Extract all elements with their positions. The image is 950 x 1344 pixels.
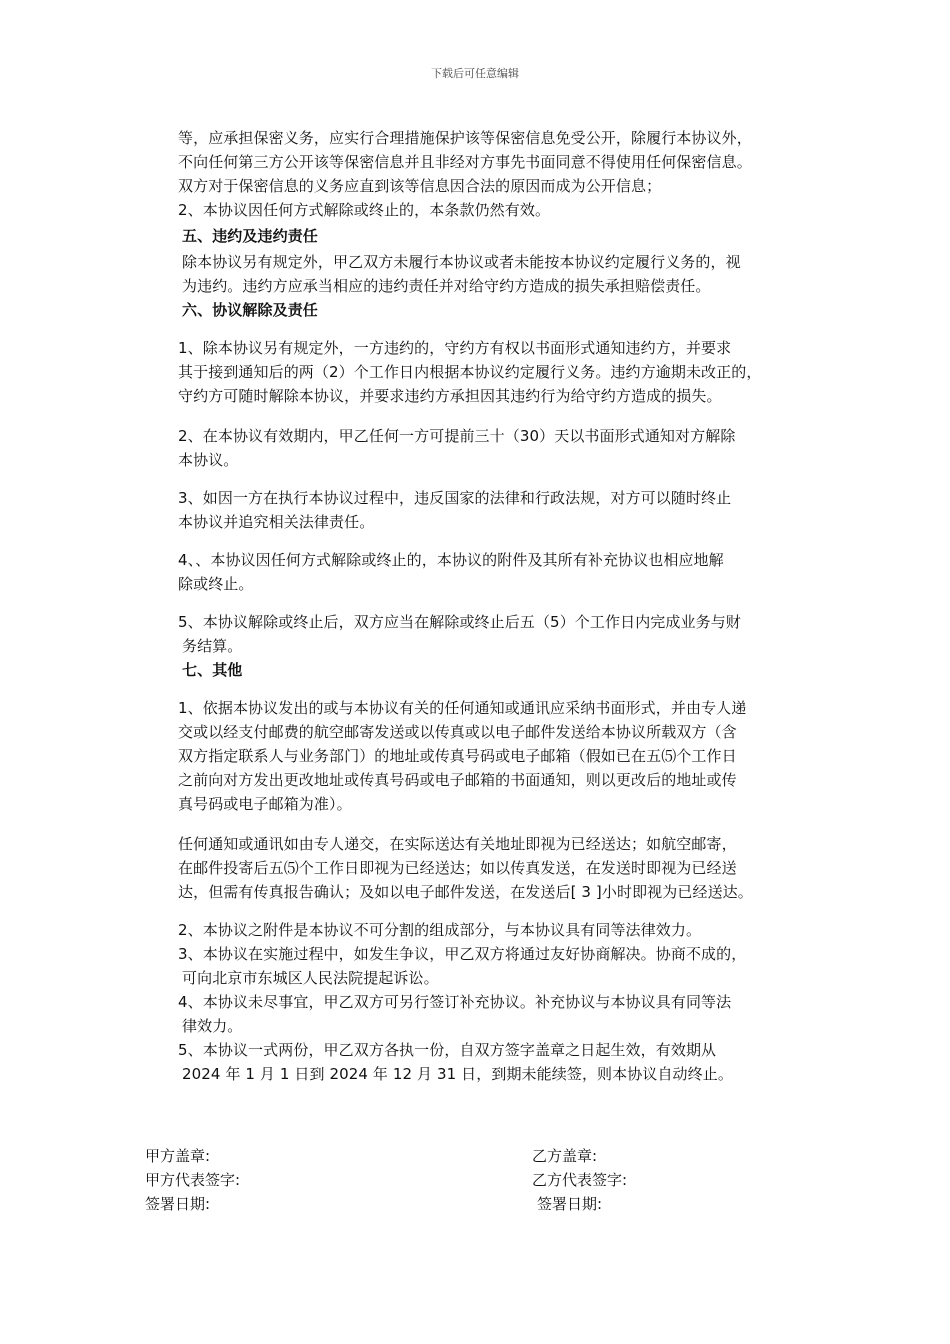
body-line: 5、本协议一式两份，甲乙双方各执一份，自双方签字盖章之日起生效，有效期从 — [178, 1041, 717, 1059]
body-line: 除本协议另有规定外，甲乙双方未履行本协议或者未能按本协议约定履行义务的，视 — [182, 253, 741, 271]
party-a-date-label: 签署日期: — [145, 1195, 211, 1213]
party-a-seal-label: 甲方盖章: — [145, 1147, 211, 1165]
body-line: 除或终止。 — [178, 575, 254, 593]
body-line: 1、依据本协议发出的或与本协议有关的任何通知或通讯应采纳书面形式，并由专人递 — [178, 699, 747, 717]
section-heading: 五、违约及违约责任 — [182, 227, 318, 245]
body-line: 达，但需有传真报告确认；及如以电子邮件发送，在发送后[ 3 ]小时即视为已经送达。 — [178, 883, 753, 901]
body-line: 真号码或电子邮箱为准）。 — [178, 795, 352, 813]
section-heading: 六、协议解除及责任 — [182, 301, 318, 319]
body-line: 不向任何第三方公开该等保密信息并且非经对方事先书面同意不得使用任何保密信息。 — [178, 153, 752, 171]
body-line: 5、本协议解除或终止后，双方应当在解除或终止后五（5）个工作日内完成业务与财 — [178, 613, 741, 631]
section-heading: 七、其他 — [182, 661, 243, 679]
body-line: 1、除本协议另有规定外，一方违约的，守约方有权以书面形式通知违约方，并要求 — [178, 339, 732, 357]
party-b-date-label: 签署日期: — [537, 1195, 603, 1213]
party-b-seal-label: 乙方盖章: — [532, 1147, 598, 1165]
body-line: 2、本协议因任何方式解除或终止的，本条款仍然有效。 — [178, 201, 551, 219]
page-header: 下载后可任意编辑 — [431, 67, 519, 80]
party-a-rep-label: 甲方代表签字: — [145, 1171, 241, 1189]
body-line: 律效力。 — [182, 1017, 243, 1035]
body-line: 为违约。违约方应承当相应的违约责任并对给守约方造成的损失承担赔偿责任。 — [182, 277, 711, 295]
body-line: 3、本协议在实施过程中，如发生争议，甲乙双方将通过友好协商解决。协商不成的， — [178, 945, 747, 963]
body-line: 在邮件投寄后五⑸个工作日即视为已经送达；如以传真发送，在发送时即视为已经送 — [178, 859, 737, 877]
body-line: 2、在本协议有效期内，甲乙任何一方可提前三十（30）天以书面形式通知对方解除 — [178, 427, 736, 445]
body-line: 2024 年 1 月 1 日到 2024 年 12 月 31 日，到期未能续签，则本协议自动终止。 — [182, 1065, 733, 1083]
body-line: 可向北京市东城区人民法院提起诉讼。 — [182, 969, 439, 987]
body-line: 4、本协议未尽事宜，甲乙双方可另行签订补充协议。补充协议与本协议具有同等法 — [178, 993, 732, 1011]
body-line: 交或以经支付邮费的航空邮寄发送或以传真或以电子邮件发送给本协议所载双方（含 — [178, 723, 737, 741]
body-line: 之前向对方发出更改地址或传真号码或电子邮箱的书面通知，则以更改后的地址或传 — [178, 771, 737, 789]
body-line: 守约方可随时解除本协议，并要求违约方承担因其违约行为给守约方造成的损失。 — [178, 387, 722, 405]
body-line: 等，应承担保密义务，应实行合理措施保护该等保密信息免受公开，除履行本协议外， — [178, 129, 752, 147]
body-line: 其于接到通知后的两（2）个工作日内根据本协议约定履行义务。违约方逾期未改正的， — [178, 363, 762, 381]
body-line: 双方对于保密信息的义务应直到该等信息因合法的原因而成为公开信息； — [178, 177, 662, 195]
body-line: 务结算。 — [182, 637, 243, 655]
body-line: 任何通知或通讯如由专人递交，在实际送达有关地址即视为已经送达；如航空邮寄， — [178, 835, 737, 853]
body-line: 4、、本协议因任何方式解除或终止的，本协议的附件及其所有补充协议也相应地解 — [178, 551, 724, 569]
body-line: 2、本协议之附件是本协议不可分割的组成部分，与本协议具有同等法律效力。 — [178, 921, 702, 939]
party-b-rep-label: 乙方代表签字: — [532, 1171, 628, 1189]
body-line: 本协议并追究相关法律责任。 — [178, 513, 375, 531]
body-line: 3、如因一方在执行本协议过程中，违反国家的法律和行政法规，对方可以随时终止 — [178, 489, 732, 507]
body-line: 本协议。 — [178, 451, 239, 469]
body-line: 双方指定联系人与业务部门）的地址或传真号码或电子邮箱（假如已在五⑸个工作日 — [178, 747, 737, 765]
